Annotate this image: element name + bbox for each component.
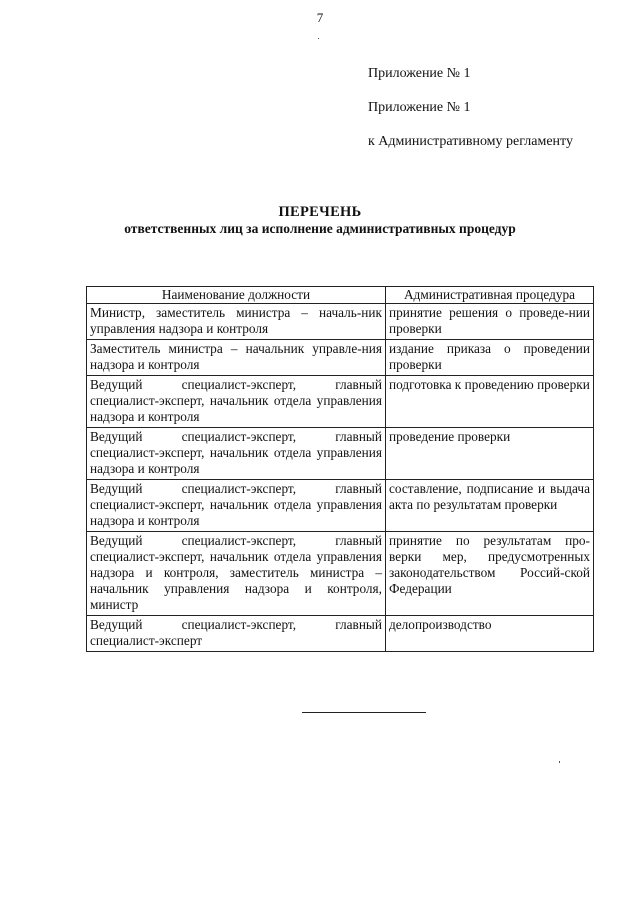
position-cell: Заместитель министра – начальник управле-ния надзора и контроля (87, 340, 386, 376)
procedure-cell: подготовка к проведению проверки (386, 376, 594, 428)
column-header-procedure: Административная процедура (386, 287, 594, 304)
page-number: 7 (316, 10, 324, 25)
end-separator-line (302, 712, 426, 713)
procedure-cell: принятие по результатам про-верки мер, предусмотренных законодательством Россий-ской Федерации (386, 532, 594, 616)
table-row (87, 428, 594, 480)
table-row (87, 376, 594, 428)
responsibility-table (86, 286, 594, 652)
document-subtitle: ответственных лиц за исполнение административных процедур (124, 221, 516, 236)
table-row (87, 480, 594, 532)
position-cell: Ведущий специалист-эксперт, главный специалист-эксперт, начальник отдела управления надзора и контроля (87, 428, 386, 480)
column-header-position: Наименование должности (87, 287, 386, 304)
table-row (87, 532, 594, 616)
position-cell: Ведущий специалист-эксперт, главный специалист-эксперт, начальник отдела управления надзора и контроля (87, 480, 386, 532)
procedure-cell: издание приказа о проведении проверки (386, 340, 594, 376)
scan-speck (318, 38, 319, 39)
document-title: ПЕРЕЧЕНЬ (278, 204, 362, 220)
position-cell: Ведущий специалист-эксперт, главный специалист-эксперт, начальник отдела управления надзора и контроля, заместитель министра – начальник управления надзора и контроля, министр (87, 532, 386, 616)
appendix-label: Приложение № 1 (368, 66, 471, 81)
table-row (87, 616, 594, 652)
appendix-label-repeat: Приложение № 1 (368, 100, 471, 115)
regulation-reference: к Административному регламенту (368, 134, 573, 149)
procedure-cell: делопроизводство (386, 616, 594, 652)
procedure-cell: принятие решения о проведе-нии проверки (386, 304, 594, 340)
procedure-cell: составление, подписание и выдача акта по результатам проверки (386, 480, 594, 532)
table-row (87, 304, 594, 340)
position-cell: Министр, заместитель министра – началь-ник управления надзора и контроля (87, 304, 386, 340)
table-header-row (87, 287, 594, 304)
position-cell: Ведущий специалист-эксперт, главный специалист-эксперт (87, 616, 386, 652)
position-cell: Ведущий специалист-эксперт, главный специалист-эксперт, начальник отдела управления надзора и контроля (87, 376, 386, 428)
scan-speck (559, 761, 560, 763)
table-row (87, 340, 594, 376)
procedure-cell: проведение проверки (386, 428, 594, 480)
